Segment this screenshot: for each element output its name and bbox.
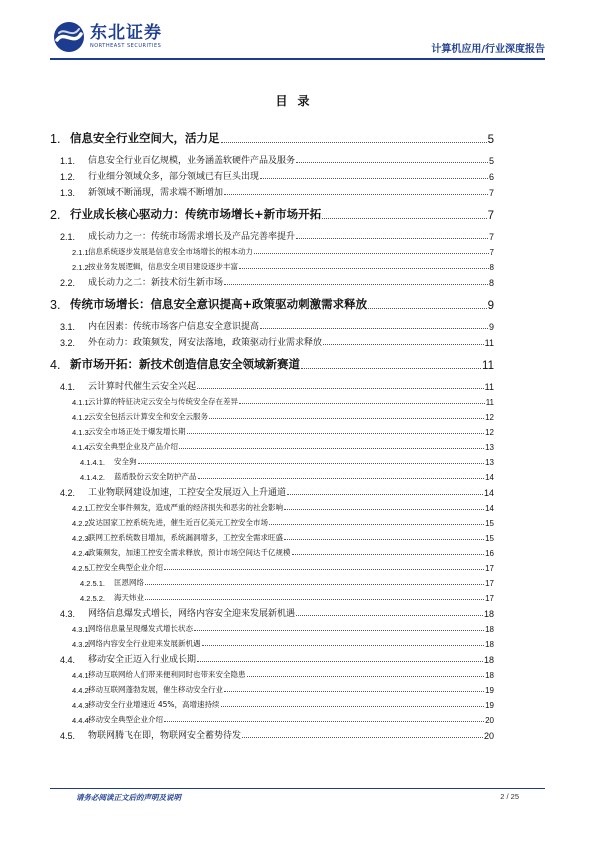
toc-entry-title: 新市场开拓：新技术创造信息安全领域新赛道 [70,357,300,371]
toc-entry-page: 16 [485,549,494,558]
toc-entry-page: 12 [485,413,494,422]
toc-entry[interactable] [50,356,494,372]
toc-entry-number: 1.2. [60,172,76,182]
toc-dot-leader [323,344,484,345]
toc-dot-leader [209,418,484,419]
toc-entry-number: 4.4.4. [72,716,91,725]
toc-entry[interactable] [50,424,494,437]
toc-entry-title: 信息系统逐步发展是信息安全市场增长的根本动力 [88,247,253,256]
toc-dot-leader [197,388,484,389]
toc-entry[interactable] [50,575,494,588]
toc-dot-leader [260,328,488,329]
toc-dot-leader [202,645,485,646]
toc-entry[interactable] [50,130,494,146]
toc-entry[interactable] [50,560,494,573]
toc-dot-leader [242,737,483,738]
toc-entry[interactable] [50,636,494,649]
toc-entry-page: 17 [485,579,494,588]
toc-entry-number: 4.1.1. [72,398,91,407]
toc-entry-number: 2.2. [60,278,76,288]
toc-entry-title: 行业成长核心驱动力：传统市场增长+新市场开拓 [70,207,322,221]
toc-entry-page: 15 [485,534,494,543]
toc-dot-leader [224,691,484,692]
toc-entry-title: 移动互联网给人们带来便利同时也带来安全隐患 [88,670,246,679]
toc-entry-number: 4.2.3. [72,534,91,543]
toc-entry-title: 物联网腾飞在即，物联网安全蓄势待发 [88,731,242,741]
toc-entry[interactable] [50,621,494,634]
toc-entry-title: 移动安全行业增速近 45%，高增速持续 [88,700,220,709]
report-section-label: 计算机应用/行业深度报告 [431,44,545,55]
toc-entry-number: 4.2. [60,488,76,498]
logo-name-cn: 东北证券 [90,23,162,43]
toc-entry[interactable] [50,667,494,680]
toc-dot-leader [254,253,489,254]
toc-entry-title: 匡恩网络 [114,578,144,587]
toc-entry-title: 按业务发展逻辑，信息安全项目建设逐步丰富 [88,262,238,271]
toc-entry-page: 14 [485,473,494,482]
toc-entry-title: 移动安全典型企业介绍 [88,715,163,724]
toc-entry[interactable] [50,318,494,332]
toc-entry-number: 2. [50,208,61,222]
toc-entry-title: 成长动力之一：传统市场需求增长及产品完善率提升 [88,232,296,242]
toc-entry-number: 2.1.2. [72,263,91,272]
toc-dot-leader [239,268,489,269]
toc-entry-number: 1.3. [60,188,76,198]
toc-entry-page: 5 [487,134,494,146]
toc-entry-title: 云安全包括云计算安全和安全云服务 [88,412,208,421]
toc-entry-title: 信息安全行业百亿规模，业务涵盖软硬件产品及服务 [88,156,296,166]
toc-entry-number: 2.1.1. [72,248,91,257]
toc-dot-leader [197,661,483,662]
toc-entry-page: 6 [488,172,494,182]
toc-entry-page: 11 [482,360,494,372]
toc-entry-title: 内在因素：传统市场客户信息安全意识提高 [88,322,260,332]
toc-entry[interactable] [50,259,494,272]
toc-entry-number: 3.2. [60,338,76,348]
toc-entry[interactable] [50,184,494,198]
toc-entry-page: 18 [483,609,494,619]
toc-entry[interactable] [50,682,494,695]
toc-dot-leader [145,584,484,585]
toc-entry-page: 13 [485,443,494,452]
toc-entry-number: 1. [50,132,61,146]
toc-entry-title: 政策频发，加速工控安全需求释放，预计市场空间达千亿规模 [88,548,291,557]
logo-mark-icon [52,20,86,54]
toc-entry[interactable] [50,168,494,182]
footer-page-number: 2 / 25 [500,792,519,801]
toc-entry-page: 13 [485,458,494,467]
toc-entry-title: 云计算的特征决定云安全与传统安全存在差异 [88,397,238,406]
toc-entry-title: 网络内容安全行业迎来发展新机遇 [88,639,201,648]
toc-entry-title: 发达国家工控系统先进，催生近百亿美元工控安全市场 [88,518,268,527]
toc-entry-title: 云计算时代催生云安全兴起 [88,382,197,392]
toc-entry-number: 4.1.4. [72,443,91,452]
toc-entry[interactable] [50,651,494,665]
toc-dot-leader [187,433,485,434]
toc-dot-leader [221,142,487,143]
toc-entry-page: 8 [489,263,494,272]
toc-dot-leader [221,706,485,707]
toc-entry[interactable] [50,394,494,407]
toc-entry-number: 4.2.5.2. [80,594,106,603]
toc-dot-leader [322,218,486,219]
toc-dot-leader [260,178,488,179]
toc-entry[interactable] [50,727,494,741]
toc-entry-number: 4.2.5. [72,564,91,573]
toc-entry-title: 蓝盾股份云安全防护产品 [114,472,197,481]
toc-entry-page: 8 [488,278,494,288]
toc-entry[interactable] [50,152,494,166]
toc-entry-title: 工控安全事件频发，造成严重的经济损失和恶劣的社会影响 [88,503,283,512]
toc-dot-leader [164,569,484,570]
toc-entry-number: 4.4.2. [72,686,91,695]
toc-entry-page: 11 [484,382,494,392]
toc-entry-page: 15 [485,519,494,528]
toc-entry[interactable] [50,274,494,288]
toc-entry[interactable] [50,469,494,482]
toc-entry-number: 4.1.3. [72,428,91,437]
toc-dot-leader [296,238,488,239]
toc-entry[interactable] [50,334,494,348]
toc-entry[interactable] [50,484,494,498]
toc-entry-number: 4.3.1. [72,625,91,634]
toc-entry-number: 4.1.4.1. [80,458,106,467]
toc-entry-number: 4.5. [60,731,76,741]
toc-entry-page: 19 [485,701,494,710]
toc-dot-leader [284,509,484,510]
toc-entry-number: 3.1. [60,322,76,332]
toc-entry-title: 外在动力：政策频发，网安法落地，政策驱动行业需求释放 [88,338,323,348]
toc-entry-title: 移动安全正迈入行业成长期 [88,655,197,665]
toc-entry-title: 海天炜业 [114,593,144,602]
toc-entry[interactable] [50,439,494,452]
toc-entry-page: 14 [483,488,494,498]
toc-entry-page: 9 [487,300,494,312]
toc-entry[interactable] [50,545,494,558]
logo-name-en: NORTHEAST SECURITIES [90,43,162,49]
toc-entry-number: 4.4. [60,655,76,665]
toc-entry-number: 4.3.2. [72,640,91,649]
toc-dot-leader [287,494,483,495]
toc-entry-number: 1.1. [60,156,76,166]
toc-entry[interactable] [50,500,494,513]
toc-dot-leader [284,539,484,540]
toc-entry-title: 移动互联网蓬勃发展，催生移动安全行业 [88,685,223,694]
toc-entry-number: 4.2.2. [72,519,91,528]
toc-dot-leader [164,721,484,722]
toc-entry-title: 行业细分领域众多，部分领域已有巨头出现 [88,172,260,182]
toc-dot-leader [368,308,486,309]
toc-entry-page: 5 [488,156,494,166]
toc-entry-page: 19 [485,686,494,695]
toc-dot-leader [292,554,485,555]
header-divider [50,58,545,60]
toc-entry[interactable] [50,244,494,257]
toc-dot-leader [198,478,485,479]
toc-entry[interactable] [50,409,494,422]
toc-entry[interactable] [50,515,494,528]
toc-dot-leader [247,676,485,677]
toc-entry-page: 7 [488,188,494,198]
toc-entry-number: 4.2.5.1. [80,579,106,588]
toc-entry-page: 7 [487,210,494,222]
toc-dot-leader [224,194,488,195]
toc-dot-leader [145,599,484,600]
toc-entry-page: 17 [485,594,494,603]
toc-entry-page: 11 [484,338,494,348]
toc-entry[interactable] [50,605,494,619]
toc-entry-title: 工控安全典型企业介绍 [88,563,163,572]
toc-entry-page: 14 [485,504,494,513]
toc-entry-title: 云安全典型企业及产品介绍 [88,442,178,451]
toc-entry[interactable] [50,712,494,725]
toc-entry-page: 7 [489,248,494,257]
page-header [0,0,595,60]
toc-entry-number: 4.2.1. [72,504,91,513]
toc-entry[interactable] [50,228,494,242]
toc-entry-number: 4.3. [60,609,76,619]
toc-dot-leader [269,524,484,525]
toc-entry[interactable] [50,454,494,467]
toc-dot-leader [194,630,484,631]
toc-entry-title: 联网工控系统数目增加，系统漏洞增多，工控安全需求旺盛 [88,533,283,542]
toc-entry-number: 4.2.4. [72,549,91,558]
toc-entry-page: 18 [485,640,494,649]
toc-entry[interactable] [50,296,494,312]
toc-entry-title: 网络信息爆发式增长，网络内容安全迎来发展新机遇 [88,609,296,619]
toc-entry-title: 新领域不断涌现，需求端不断增加 [88,188,224,198]
toc-entry-page: 18 [485,671,494,680]
toc-entry-title: 传统市场增长：信息安全意识提高+政策驱动刺激需求释放 [70,297,368,311]
toc-entry-number: 4.1.2. [72,413,91,422]
toc-entry-title: 网络信息量呈现爆发式增长状态 [88,624,193,633]
toc-dot-leader [138,463,485,464]
toc-entry-page: 18 [485,625,494,634]
footer-disclaimer: 请务必阅读正文后的声明及说明 [76,793,181,802]
toc-entry-number: 3. [50,298,61,312]
toc-entry-page: 11 [485,398,494,407]
toc-entry-page: 9 [488,322,494,332]
toc-entry[interactable] [50,206,494,222]
toc-entry-title: 信息安全行业空间大，活力足 [70,131,220,145]
toc-dot-leader [224,284,488,285]
toc-entry-title: 安全狗 [114,457,137,466]
toc-entry-number: 4.4.1. [72,671,91,680]
toc-entry-title: 云安全市场正处于爆发增长期 [88,427,186,436]
table-of-contents [50,130,494,741]
toc-dot-leader [296,162,488,163]
toc-entry[interactable] [50,697,494,710]
toc-entry-title: 工业物联网建设加速，工控安全发展迈入上升通道 [88,488,287,498]
toc-entry-title: 成长动力之二：新技术衍生新市场 [88,278,224,288]
toc-entry-page: 20 [483,731,494,741]
toc-entry[interactable] [50,590,494,603]
toc-entry-page: 12 [485,428,494,437]
company-logo [52,20,162,54]
toc-dot-leader [179,448,484,449]
footer-divider [50,788,545,789]
toc-entry-number: 4.4.3. [72,701,91,710]
toc-entry-number: 4.1. [60,382,76,392]
toc-entry[interactable] [50,530,494,543]
toc-dot-leader [296,615,483,616]
toc-entry-number: 4.1.4.2. [80,473,106,482]
toc-entry-page: 18 [483,655,494,665]
toc-dot-leader [239,403,485,404]
toc-entry[interactable] [50,378,494,392]
toc-entry-page: 7 [488,232,494,242]
toc-entry-number: 4. [50,358,61,372]
toc-entry-page: 17 [485,564,494,573]
toc-dot-leader [301,368,481,369]
toc-entry-page: 20 [485,716,494,725]
toc-title: 目录 [275,94,320,108]
toc-entry-number: 2.1. [60,232,76,242]
